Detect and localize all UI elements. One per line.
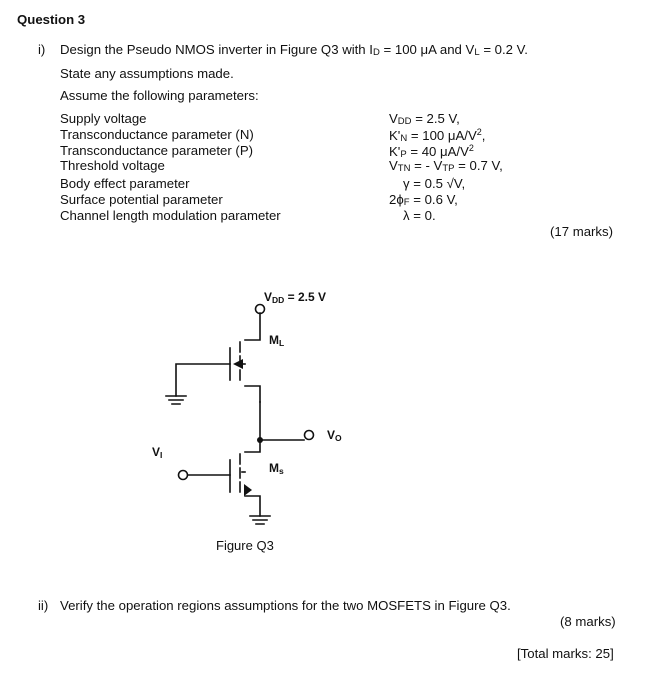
- param-name-body-effect: Body effect parameter: [60, 176, 190, 191]
- part-i-marks: (17 marks): [550, 224, 614, 239]
- nmos-ms-transistor: [188, 440, 260, 516]
- pmos-arrow-icon: [233, 359, 243, 369]
- part-ii-marks: (8 marks): [560, 614, 616, 629]
- param-name-threshold: Threshold voltage: [60, 158, 165, 173]
- assumptions-instruction: State any assumptions made.: [60, 66, 234, 81]
- vi-label: VI: [152, 445, 163, 460]
- vo-terminal-icon: [305, 431, 314, 440]
- output-node-dot: [257, 437, 263, 443]
- param-name-lambda: Channel length modulation parameter: [60, 208, 281, 223]
- vdd-label: VDD = 2.5 V: [264, 290, 326, 305]
- part-i-label: i): [38, 42, 46, 57]
- parameters-intro: Assume the following parameters:: [60, 88, 259, 103]
- part-i-prompt: Design the Pseudo NMOS inverter in Figure Q3 with ID = 100 μA and VL = 0.2 V.: [60, 42, 528, 58]
- ground-ms-icon: [250, 516, 270, 524]
- param-value-lambda: λ = 0.: [403, 208, 436, 223]
- param-value-kn: K'N = 100 $\mu A/V^2$,: [389, 127, 486, 144]
- ground-ml-icon: [166, 396, 186, 404]
- part-ii-label: ii): [38, 598, 49, 613]
- param-name-supply: Supply voltage: [60, 111, 147, 126]
- vi-terminal-icon: [179, 471, 188, 480]
- param-value-body-effect: γ = 0.5 √V,: [403, 176, 466, 191]
- param-name-kp: Transconductance parameter (P): [60, 143, 254, 158]
- param-value-supply: VDD = 2.5 V,: [389, 111, 460, 127]
- total-marks: [Total marks: 25]: [517, 646, 614, 661]
- vo-label: VO: [327, 428, 342, 443]
- param-value-kp: K'P = 40 $\mu A/V^2$: [389, 143, 474, 160]
- pmos-ml-transistor: [176, 313, 260, 402]
- vdd-terminal-icon: [256, 305, 265, 314]
- param-name-surface: Surface potential parameter: [60, 192, 223, 207]
- param-value-surface: 2ϕF = 0.6 V,: [389, 192, 458, 208]
- ms-label: Ms: [269, 461, 284, 476]
- param-value-threshold: VTN = - VTP = 0.7 V,: [389, 158, 503, 174]
- part-ii-prompt: Verify the operation regions assumptions for the two MOSFETS in Figure Q3.: [60, 598, 511, 613]
- ml-label: ML: [269, 333, 285, 348]
- figure-caption: Figure Q3: [216, 538, 274, 553]
- question-title: Question 3: [17, 12, 86, 27]
- nmos-arrow-icon: [244, 484, 252, 496]
- param-name-kn: Transconductance parameter (N): [60, 127, 254, 142]
